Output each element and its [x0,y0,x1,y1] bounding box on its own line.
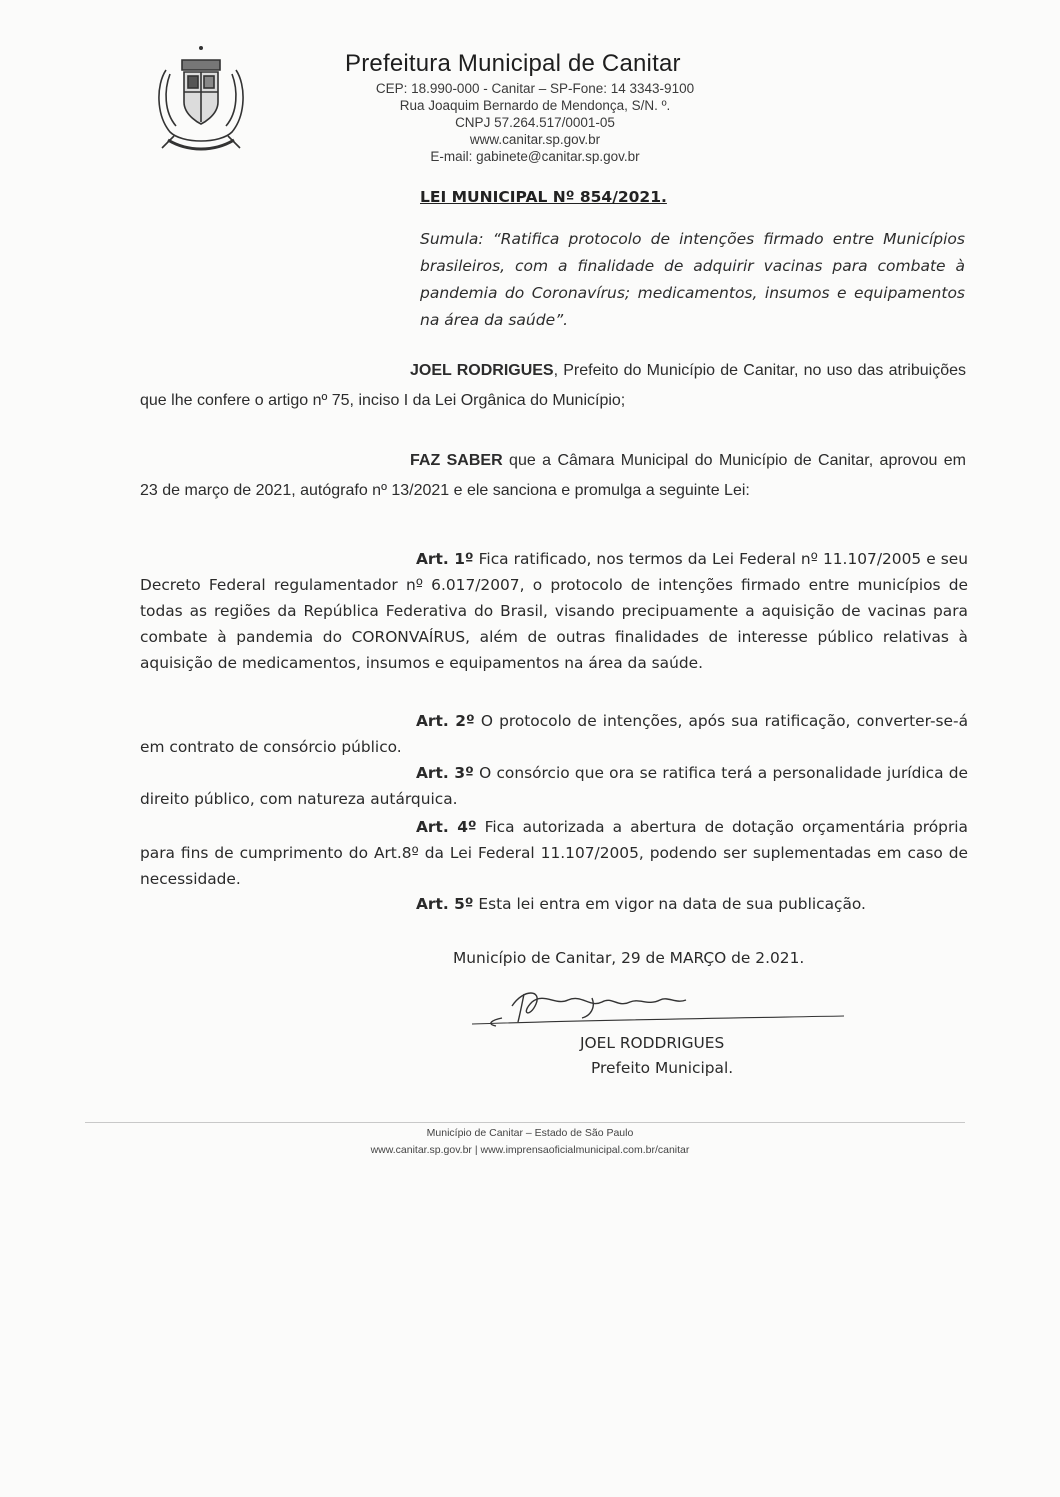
summary-label: Sumula: [420,230,484,248]
municipality-title: Prefeitura Municipal de Canitar [345,50,681,77]
summary-text: “Ratifica protocolo de intenções firmado entre Municípios brasileiros, com a finalidade de adquirir vacinas para combate à pandemia do Coronavírus; medicamentos, insumos e equipamentos na área da saúde”. [420,230,965,329]
header-street: Rua Joaquim Bernardo de Mendonça, S/N. º. [399,98,671,113]
article-4-text: Fica autorizada a abertura de dotação orçamentária própria para fins de cumprimento do Art.8º da Lei Federal 11.107/2005, podendo ser suplementadas em caso de necessidade. [140,818,968,888]
signer-role: Prefeito Municipal. [591,1059,734,1077]
article-2-text: O protocolo de intenções, após sua ratificação, converter-se-á em contrato de consórcio público. [140,712,969,756]
article-4-label: Art. 4º [416,818,477,836]
article-3-text: O consórcio que ora se ratifica terá a personalidade jurídica de direito público, com natureza autárquica. [140,764,969,808]
footer-divider [85,1122,965,1123]
faz-saber-text: que a Câmara Municipal do Município de Canitar, aprovou em 23 de março de 2021, autógrafo nº 13/2021 e ele sanciona e promulga a seguinte Lei: [140,452,967,499]
header-email: E-mail: gabinete@canitar.sp.gov.br [430,149,640,164]
mayor-preamble [140,356,966,416]
mayor-preamble-text: , Prefeito do Município de Canitar, no uso das atribuições que lhe confere o artigo nº 75, inciso I da Lei Orgânica do Município; [140,362,966,409]
header-cnpj: CNPJ 57.264.517/0001-05 [455,115,615,130]
header-cep-phone: CEP: 18.990-000 - Canitar – SP-Fone: 14 3343-9100 [375,81,695,96]
article-5 [416,891,976,917]
header-contact-block [345,80,725,165]
article-3 [140,760,968,812]
signer-name: JOEL RODDRIGUES [580,1034,725,1052]
article-5-label: Art. 5º [416,895,474,913]
article-1 [140,546,968,676]
dateline: Município de Canitar, 29 de MARÇO de 2.021. [453,949,805,967]
article-1-label: Art. 1º [416,550,474,568]
footer-websites: www.canitar.sp.gov.br | www.imprensaoficialmunicipal.com.br/canitar [370,1144,690,1156]
article-1-text: Fica ratificado, nos termos da Lei Federal nº 11.107/2005 e seu Decreto Federal regulamentador nº 6.017/2007, o protocolo de intenções firmado entre municípios de todas as regiões da República Federativa do Brasil, visando precipuamente a aquisição de vacinas para combate à pandemia do CORONVAÍRUS, além de outras finalidades de interesse público relativas à aquisição de medicamentos, insumos e equipamentos na área da saúde. [140,550,968,672]
article-3-label: Art. 3º [416,764,474,782]
mayor-name: JOEL RODRIGUES [410,362,554,379]
article-2 [140,708,968,760]
article-5-text: Esta lei entra em vigor na data de sua publicação. [473,895,866,913]
faz-saber-label: FAZ SABER [410,452,503,469]
article-2-label: Art. 2º [416,712,475,730]
footer-municipality: Município de Canitar – Estado de São Paulo [426,1127,634,1139]
law-summary [420,226,965,334]
municipal-coat-of-arms-icon [148,40,254,158]
faz-saber-paragraph [140,446,966,506]
article-4 [140,814,968,892]
law-title: LEI MUNICIPAL Nº 854/2021. [420,188,667,206]
header-website: www.canitar.sp.gov.br [469,132,601,147]
signature [472,980,852,1036]
